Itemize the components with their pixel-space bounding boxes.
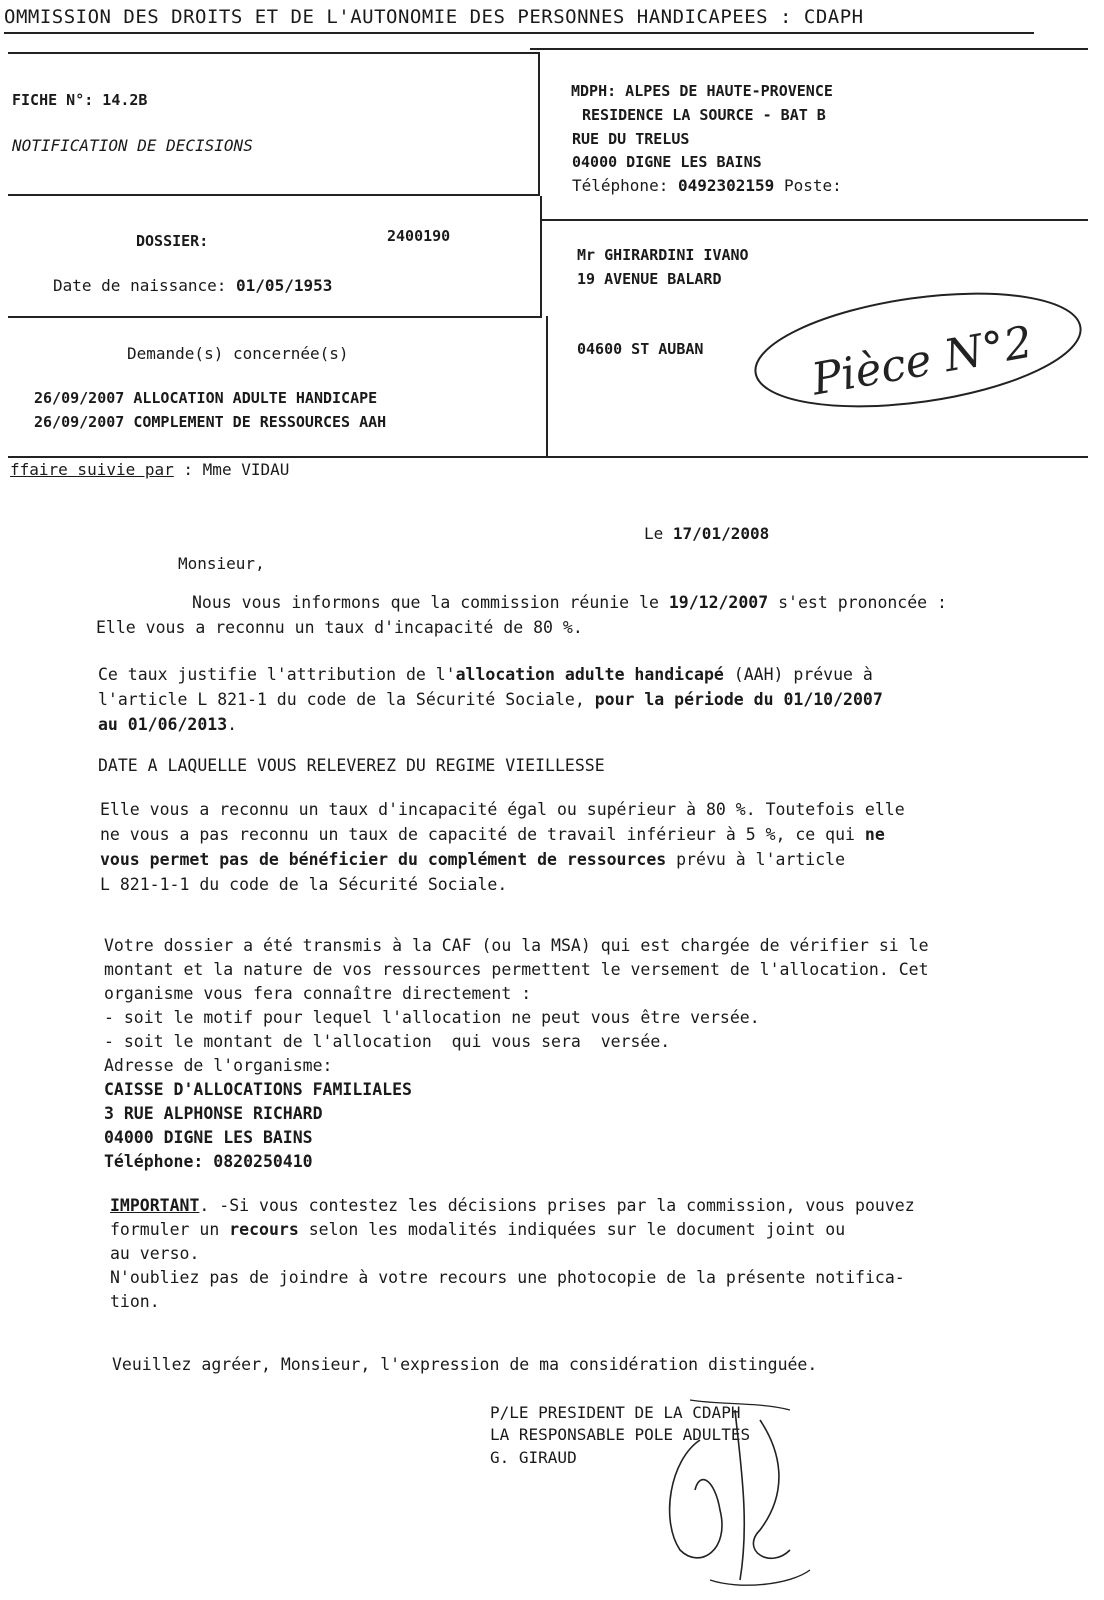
- p1-line2: Elle vous a reconnu un taux d'incapacité de 80 %.: [96, 618, 583, 637]
- paragraph-vieillesse: DATE A LAQUELLE VOUS RELEVEREZ DU REGIME VIEILLESSE: [98, 756, 605, 775]
- title-underline: [4, 32, 1034, 34]
- box-vertical-mid: [540, 196, 542, 317]
- poste-label: Poste:: [783, 176, 842, 195]
- affaire-row: [10, 460, 289, 479]
- box-top-left: [8, 52, 538, 54]
- top-right-rule: [530, 48, 1088, 50]
- box-vertical-upper: [538, 52, 540, 195]
- fiche-number: FICHE N°: 14.2B: [12, 91, 148, 109]
- signature-line2: LA RESPONSABLE POLE ADULTES: [490, 1425, 751, 1444]
- stamp-text: Pièce N°2: [808, 316, 1037, 406]
- birth-date: 01/05/1953: [236, 276, 333, 295]
- box-bottom: [8, 456, 1088, 458]
- recipient-name: Mr GHIRARDINI IVANO: [577, 246, 749, 264]
- signature-line1: P/LE PRESIDENT DE LA CDAPH: [490, 1403, 741, 1422]
- date-prefix: Le: [644, 524, 664, 543]
- recipient-street: 19 AVENUE BALARD: [577, 270, 722, 288]
- paragraph-complement: Elle vous a reconnu un taux d'incapacité égal ou supérieur à 80 %. Toutefois elle ne vous a pas reconnu un taux de capacité de travail inférieur à 5 %, ce qui ne vous permet pas de bénéficier du complément de ressources prévu à l'article L 821-1-1 du code de la Sécurité Sociale.: [100, 800, 905, 894]
- handwritten-piece-stamp: [748, 288, 1088, 418]
- mdph-phone-row: [572, 176, 842, 195]
- mdph-line1: MDPH: ALPES DE HAUTE-PROVENCE: [571, 82, 833, 100]
- demande-item-2: 26/09/2007 COMPLEMENT DE RESSOURCES AAH: [34, 413, 387, 431]
- paragraph-important: IMPORTANT. -Si vous contestez les décisions prises par la commission, vous pouvez formuler un recours selon les modalités indiquées sur le document joint ou au verso. N'oubliez pas de joindre à votre recours une photocopie de la présente notifica- tion.: [110, 1196, 915, 1311]
- demandes-label: Demande(s) concernée(s): [127, 344, 349, 363]
- box-vertical-lower: [546, 316, 548, 457]
- mdph-line4: 04000 DIGNE LES BAINS: [572, 153, 762, 171]
- date-value: 17/01/2008: [672, 524, 770, 543]
- paragraph-caf: Votre dossier a été transmis à la CAF (ou la MSA) qui est chargée de vérifier si le montant et la nature de vos ressources permettent le versement de l'allocation. Cet organisme vous fera connaître directement : - soit le motif pour lequel l'allocation ne peut vous être versée. - soit le montant de l'allocation qui vous sera versée. Adresse de l'organisme: CAISSE D'ALLOCATIONS FAMILIALES 3 RUE ALPHONSE RICHARD 04000 DIGNE LES BAINS Téléphone: 0820250410: [104, 936, 929, 1171]
- paragraph-decision: [96, 590, 947, 640]
- phone-number: 0492302159: [677, 176, 775, 195]
- dossier-label: DOSSIER:: [136, 232, 209, 250]
- phone-label: Téléphone:: [572, 176, 669, 195]
- dossier-number: 2400190: [387, 227, 451, 245]
- signature-line3: G. GIRAUD: [490, 1448, 577, 1467]
- notification-heading: NOTIFICATION DE DECISIONS: [12, 136, 253, 155]
- box-lower-left: [8, 316, 542, 318]
- recipient-city: 04600 ST AUBAN: [577, 340, 704, 358]
- demande-item-1: 26/09/2007 ALLOCATION ADULTE HANDICAPE: [34, 389, 378, 407]
- box-mid-left: [8, 194, 540, 196]
- birth-date-row: [53, 276, 332, 295]
- closing-line: Veuillez agréer, Monsieur, l'expression de ma considération distinguée.: [112, 1355, 818, 1374]
- mid-right-rule: [540, 219, 1088, 221]
- handwritten-signature: [640, 1380, 840, 1600]
- document-title: OMMISSION DES DROITS ET DE L'AUTONOMIE DES PERSONNES HANDICAPEES : CDAPH: [4, 6, 864, 28]
- paragraph-aah: Ce taux justifie l'attribution de l'allocation adulte handicapé (AAH) prévue à l'article L 821-1 du code de la Sécurité Sociale, pour la période du 01/10/2007 au 01/06/2013.: [98, 665, 883, 734]
- mdph-line2: RESIDENCE LA SOURCE - BAT B: [582, 106, 826, 124]
- letter-date: [644, 524, 769, 543]
- birth-label: Date de naissance:: [53, 276, 227, 295]
- mdph-line3: RUE DU TRELUS: [572, 130, 690, 148]
- salutation: Monsieur,: [178, 554, 265, 573]
- affaire-label: ffaire suivie par: [10, 460, 174, 479]
- affaire-value: : Mme VIDAU: [183, 460, 290, 479]
- p1-line1: Nous vous informons que la commission réunie le 19/12/2007 s'est prononcée :: [192, 593, 947, 612]
